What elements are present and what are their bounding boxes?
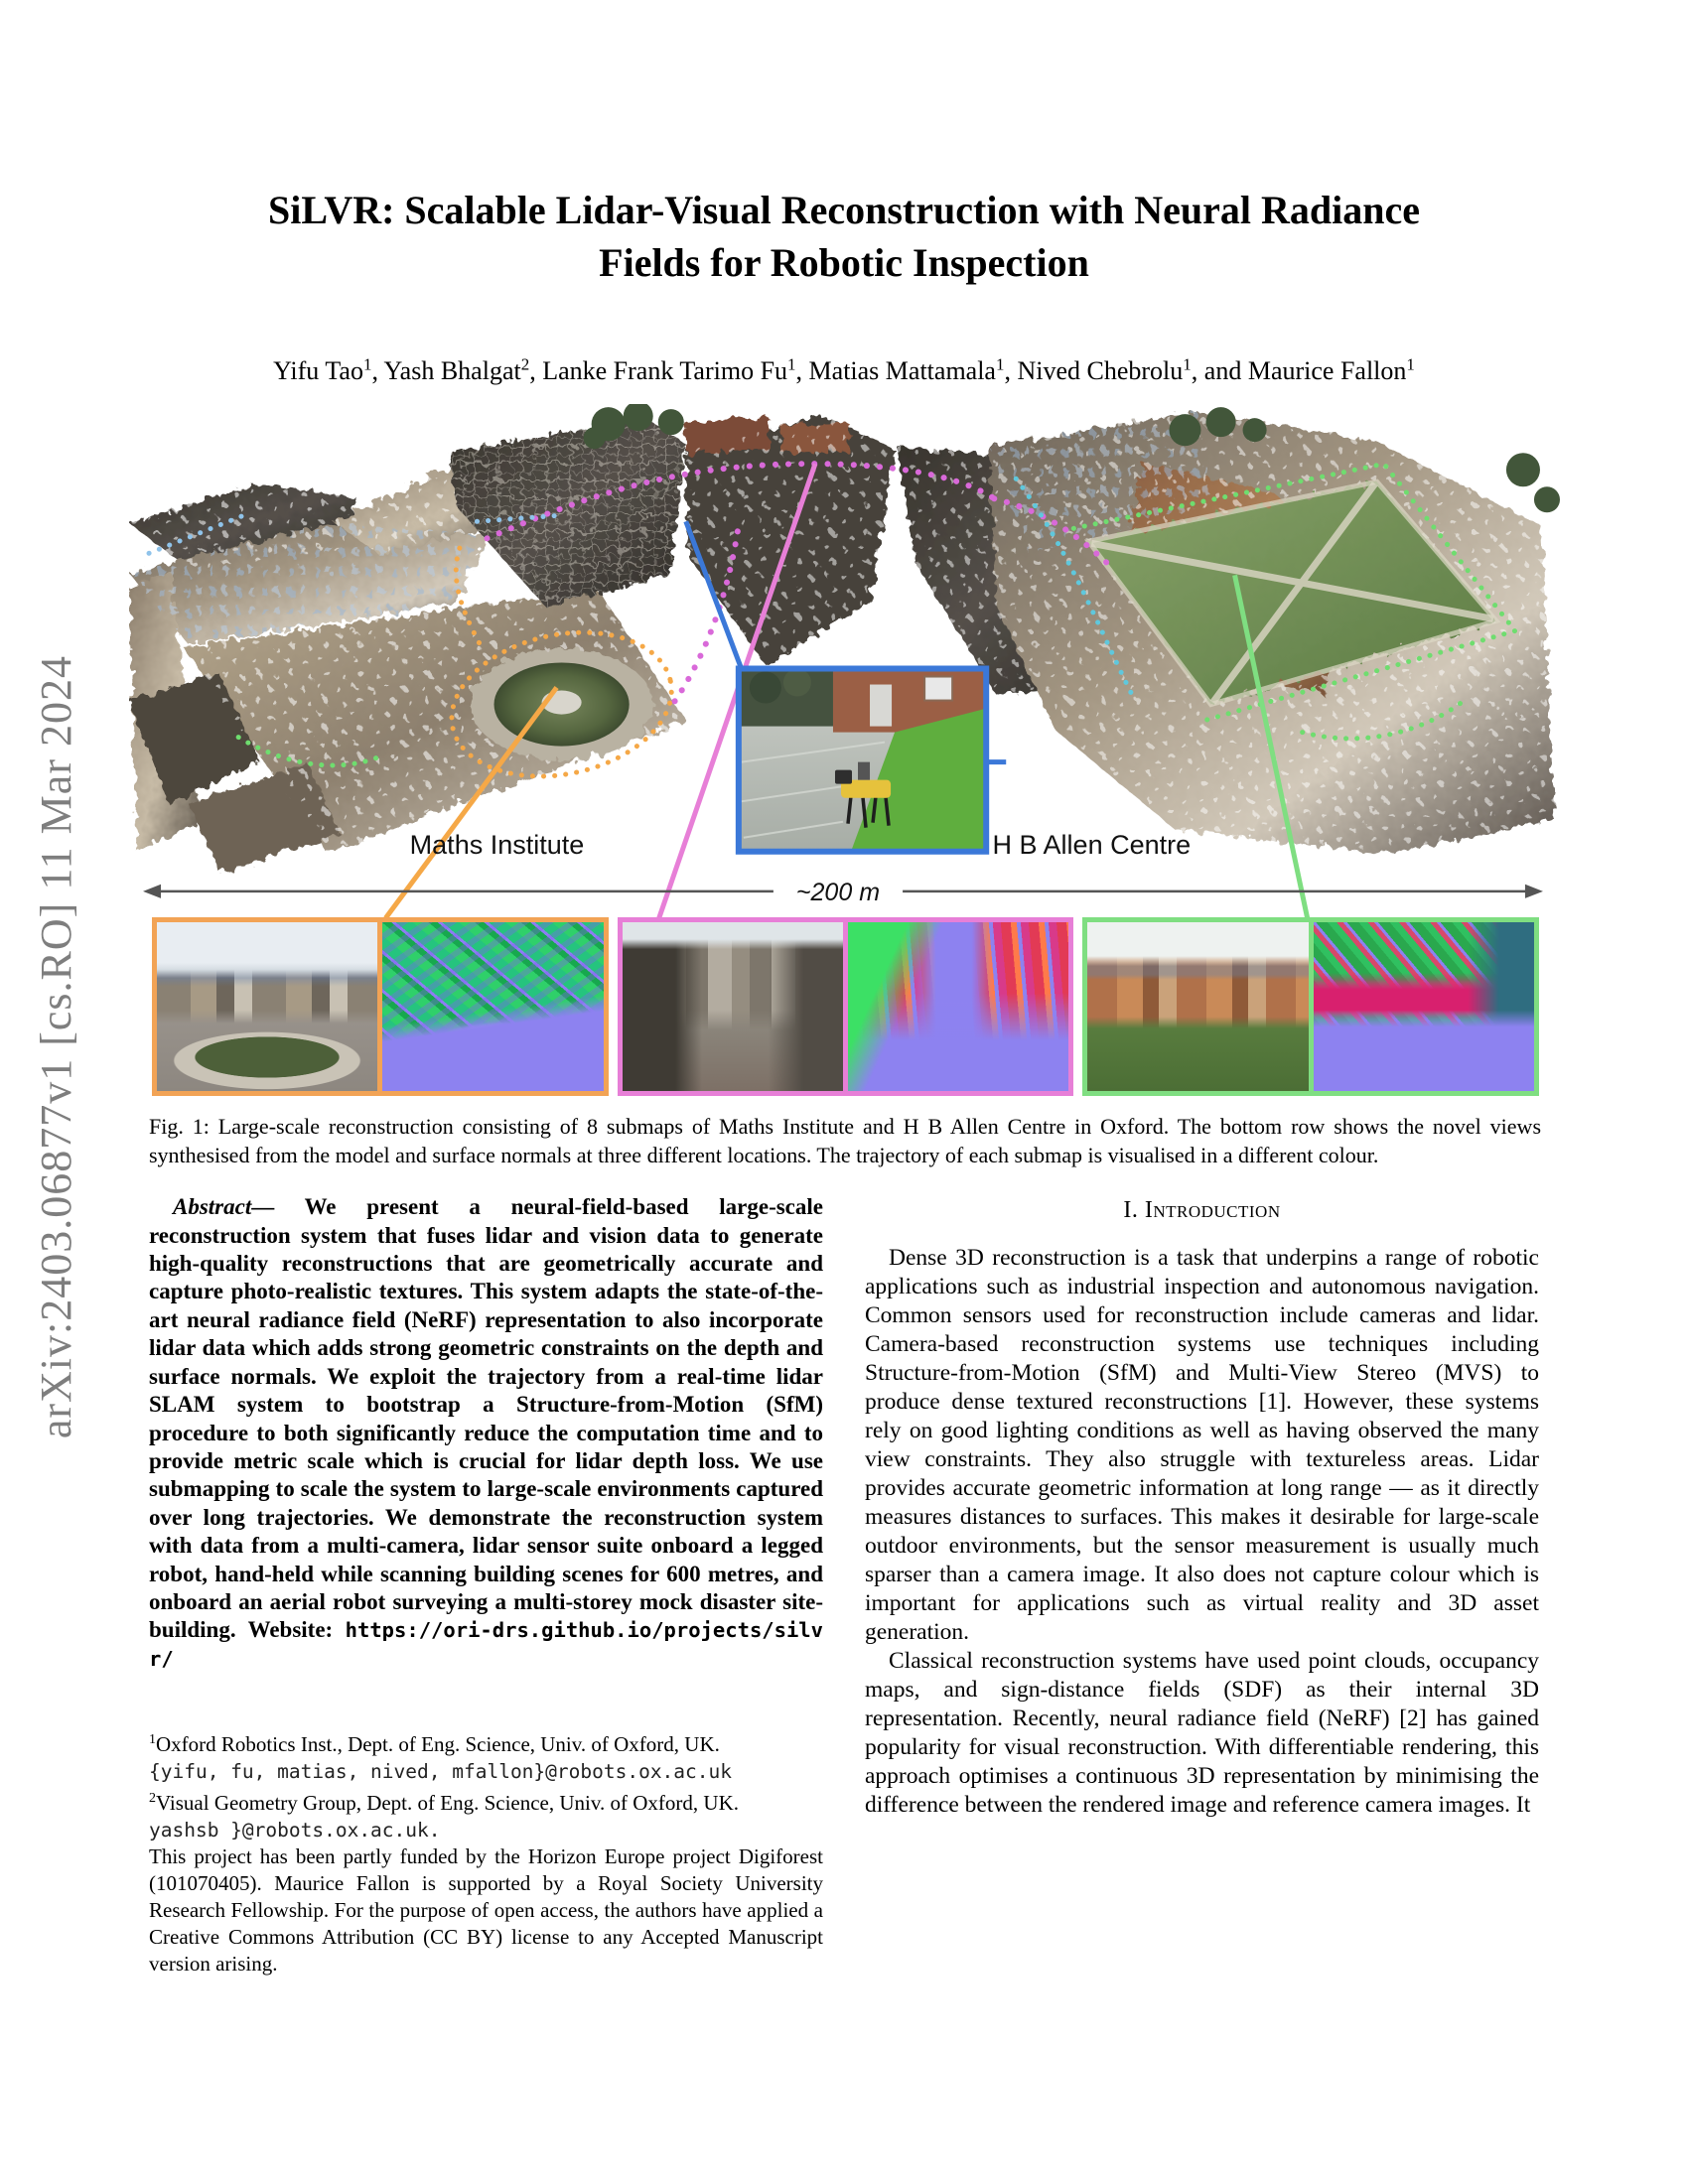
author: Lanke Frank Tarimo Fu$^1$,: [542, 354, 809, 386]
intro-paragraph-2: Classical reconstruction systems have used point clouds, occupancy maps, and sign-distance fields (SDF) as their internal 3D representation. Recently, neural radiance field (NeRF) [2] has gained popularity for visual reconstruction. With differentiable rendering, this approach optimises a continuous 3D representation by minimising the difference between the rendered image and reference camera images. It: [865, 1648, 1539, 1819]
label-hb-allen-centre: H B Allen Centre: [992, 830, 1192, 861]
intro-paragraph-1: Dense 3D reconstruction is a task that underpins a range of robotic applications such as industrial inspection and autonomous navigation. Common sensors used for reconstruction include cameras and lidar. Camera-based reconstruction systems use techniques including Structure-from-Motion (SfM) and Multi-View Stereo (MVS) to produce dense textured reconstructions [1]. However, these systems rely on good lighting conditions as well as having observed the many view constraints. They also struggle with textureless areas. Lidar provides accurate geometric information at long range — as it directly measures distances to surfaces. This makes it desirable for large-scale outdoor environments, but the sensor measurement is usually much sparser than a camera image. It also does not capture colour which is important for applications such as virtual reality and 3D asset generation.: [865, 1245, 1539, 1646]
funding-note: This project has been partly funded by the Horizon Europe project Digiforest (101070405). Maurice Fallon is supported by a Royal Society University Research Fellowship. For the purpose of open access, the authors have applied a Creative Commons Attribution (CC BY) license to any Accepted Manuscript version arising.: [149, 1844, 823, 1977]
footnote-2: $^2$Visual Geometry Group, Dept. of Eng. Science, Univ. of Oxford, UK.: [149, 1791, 739, 1816]
author: Nived Chebrolu$^1$, and: [1017, 354, 1248, 386]
arxiv-watermark-text: arXiv:2403.06877v1 [cs.RO] 11 Mar 2024: [31, 655, 80, 1439]
novel-view-pair-hballen: [1082, 917, 1539, 1096]
author: Maurice Fallon$^1$: [1247, 354, 1415, 386]
abstract-text: We present a neural-field-based large-scale reconstruction system that fuses lidar and vision data to generate high-quality reconstructions that are geometrically accurate and capture photo-realistic textures. This system adapts the state-of-the-art neural radiance field (NeRF) representation to also incorporate lidar data which adds strong geometric constraints on the depth and surface normals. We exploit the trajectory from a real-time lidar SLAM system to bootstrap a Structure-from-Motion (SfM) procedure to both significantly reduce the computation time and to provide metric scale which is crucial for lidar depth loss. We use submapping to scale the system to large-scale environments captured over long trajectories. We demonstrate the reconstruction system with data from a multi-camera, lidar sensor suite onboard a legged robot, hand-held while scanning building scenes for 600 metres, and onboard an aerial robot surveying a multi-storey mock disaster site-building. Website:: [149, 1194, 823, 1643]
reconstruction-overview: [129, 404, 1561, 921]
hb-allen-pointcloud: [989, 407, 1560, 854]
arxiv-watermark: [28, 536, 83, 1559]
paper-title-line1: SiLVR: Scalable Lidar-Visual Reconstruction with Neural Radiance: [267, 188, 1421, 232]
author: Yifu Tao$^1$,: [273, 354, 384, 386]
figure-1: [129, 404, 1561, 1169]
robot-photo-inset: [739, 669, 986, 852]
author: Matias Mattamala$^1$,: [808, 354, 1018, 386]
novel-view-photo-maths: [157, 922, 377, 1091]
figure-caption: [149, 1112, 1541, 1169]
left-column: [149, 1193, 823, 1978]
novel-view-row: [152, 917, 1539, 1096]
surface-normal-street: [843, 922, 1068, 1091]
two-column-body: [149, 1193, 1539, 1978]
section-heading-introduction: I. Introduction: [1123, 1197, 1281, 1224]
novel-view-pair-street: [618, 917, 1074, 1096]
scale-arrow-left: [143, 885, 161, 898]
author: Yash Bhalgat$^2$,: [383, 354, 543, 386]
paper-title: [149, 0, 1539, 290]
paper-content: [149, 0, 1542, 1978]
novel-view-pair-maths: [152, 917, 609, 1096]
scale-bar: [143, 879, 1543, 906]
abstract: [149, 1193, 823, 1673]
footnotes: [149, 1726, 823, 1978]
figure-caption-text: Large-scale reconstruction consisting of 8 submaps of Maths Institute and H B Allen Centre in Oxford. The bottom row shows the novel views synthesised from the model and surface normals at three different locations. The trajectory of each submap is visualised in a different colour.: [149, 1114, 1542, 1168]
footnote-1-emails[interactable]: {yifu, fu, matias, nived, mfallon}@robots.ox.ac.uk: [149, 1760, 732, 1784]
abstract-label: Abstract: [173, 1194, 252, 1220]
surface-normal-hballen: [1309, 922, 1534, 1091]
label-maths-institute: Maths Institute: [409, 830, 585, 861]
novel-view-photo-street: [623, 922, 843, 1091]
right-column: [865, 1193, 1539, 1978]
abstract-dash: —: [251, 1194, 305, 1220]
paper-title-line2: Fields for Robotic Inspection: [599, 239, 1089, 285]
surface-normal-maths: [377, 922, 603, 1091]
novel-view-photo-hballen: [1087, 922, 1308, 1091]
footnote-1: $^1$Oxford Robotics Inst., Dept. of Eng. Science, Univ. of Oxford, UK.: [149, 1732, 720, 1757]
scale-label: ~200 m: [795, 879, 881, 907]
authors-line: [149, 355, 1539, 387]
figure-caption-prefix: Fig. 1:: [149, 1114, 210, 1140]
footnote-2-emails[interactable]: yashsb }@robots.ox.ac.uk.: [149, 1819, 441, 1843]
website-link[interactable]: https://ori-drs.github.io/projects/silvr/: [149, 1618, 823, 1671]
scale-arrow-right: [1525, 885, 1543, 898]
